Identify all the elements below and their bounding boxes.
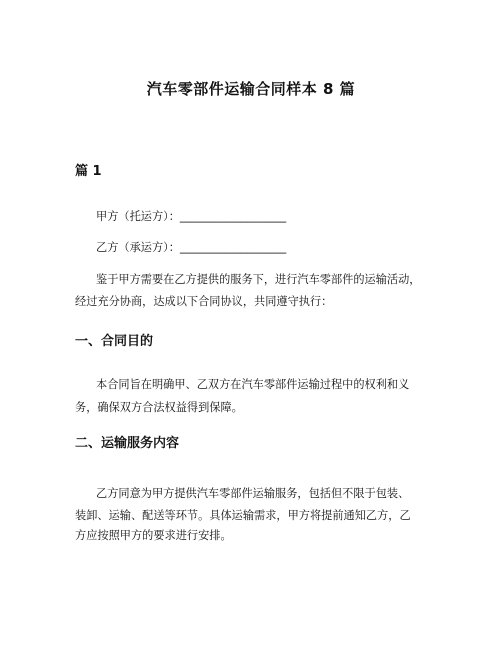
party-a-blank: ___________________: [179, 210, 287, 223]
section-2-line-3: 方应按照甲方的要求进行安排。: [75, 529, 232, 542]
document-title: 汽车零部件运输合同样本 8 篇: [146, 80, 356, 98]
party-b-label: 乙方（承运方）：: [96, 241, 180, 254]
party-a-label: 甲方（托运方）：: [96, 210, 180, 223]
party-b-blank: ___________________: [179, 241, 287, 254]
preamble-line-1: 鉴于甲方需要在乙方提供的服务下，进行汽车零部件的运输活动，: [96, 273, 421, 286]
party-a-row: [96, 209, 286, 225]
part-heading: 篇 1: [75, 164, 102, 179]
section-heading-services: 二、运输服务内容: [75, 436, 180, 451]
party-b-row: [96, 240, 286, 256]
section-1-line-2: 务，确保双方合法权益得到保障。: [75, 401, 243, 414]
preamble-line-2: 经过充分协商，达成以下合同协议，共同遵守执行：: [75, 295, 333, 308]
section-2-line-1: 乙方同意为甲方提供汽车零部件运输服务，包括但不限于包装、: [96, 487, 410, 500]
section-heading-purpose: 一、合同目的: [75, 334, 154, 349]
section-1-line-1: 本合同旨在明确甲、乙双方在汽车零部件运输过程中的权利和义: [96, 378, 410, 391]
section-2-line-2: 装卸、运输、配送等环节。具体运输需求，甲方将提前通知乙方，乙: [75, 509, 411, 522]
